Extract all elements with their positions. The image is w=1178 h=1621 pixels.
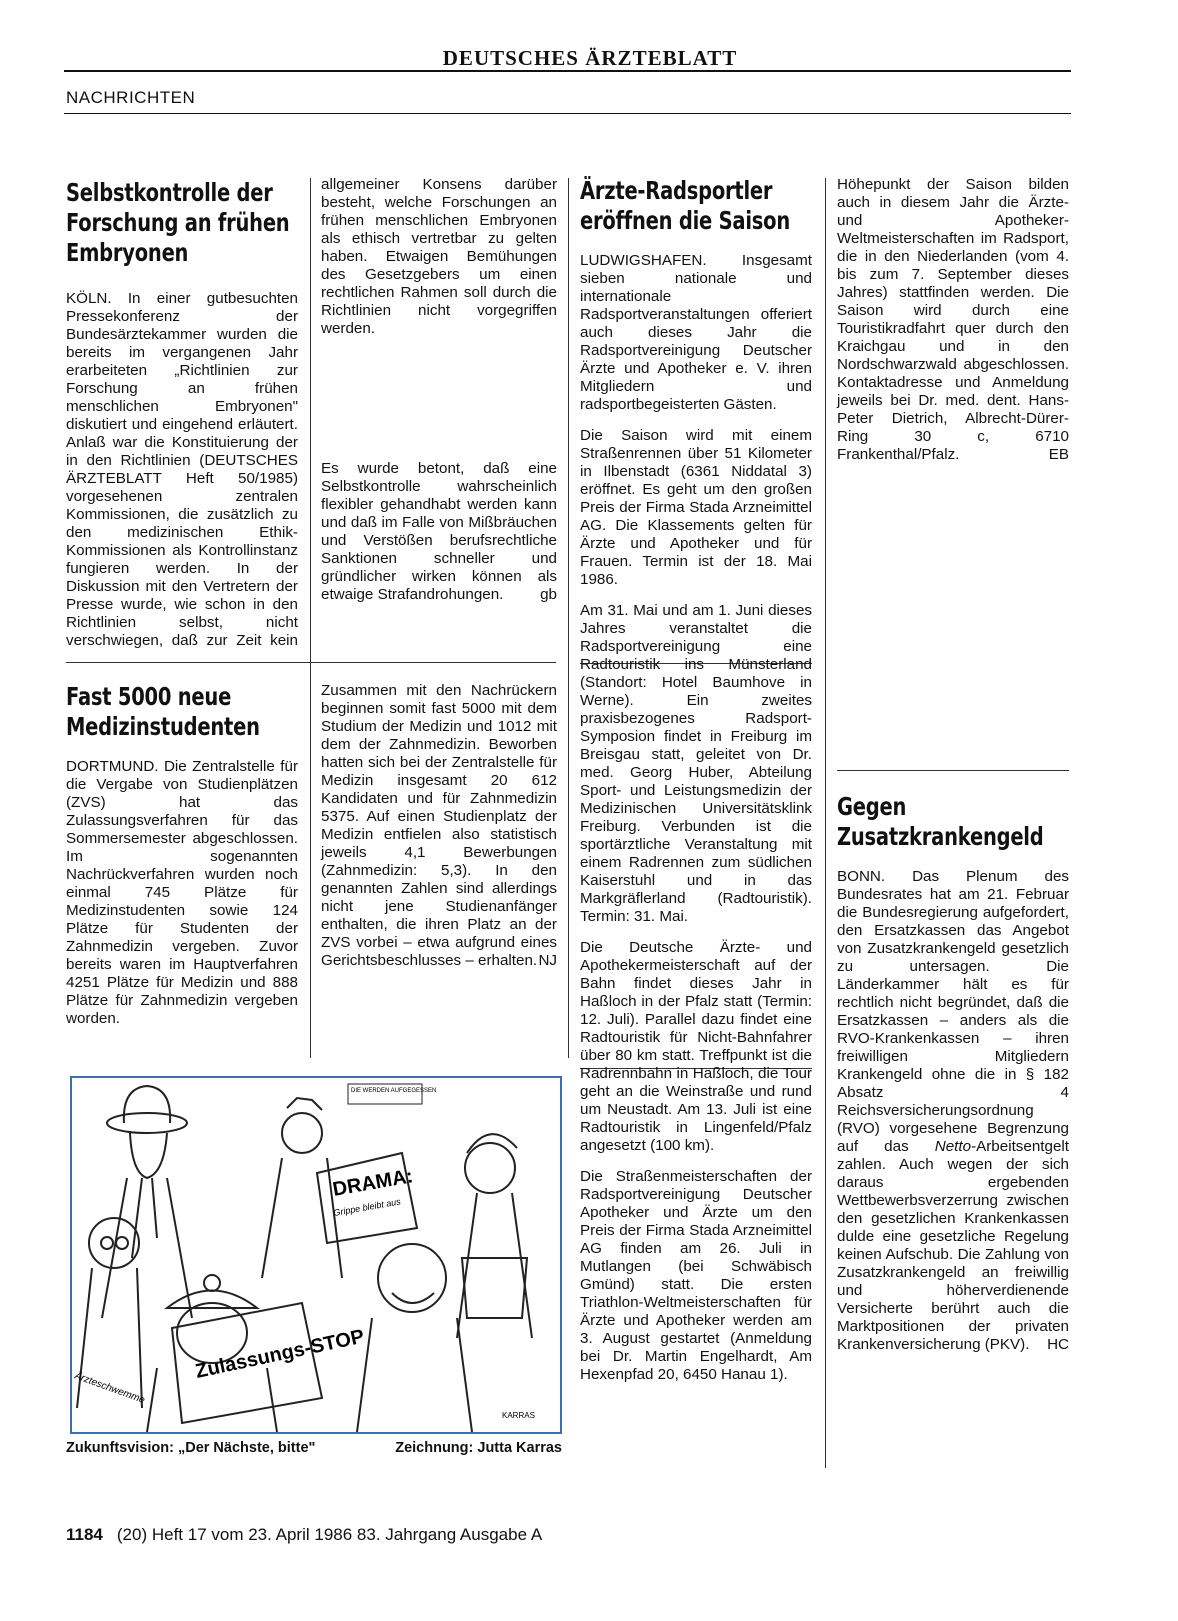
article-radsport-p6-text: Höhepunkt der Saison bilden auch in diesem Jahr die Ärzte- und Apotheker-Weltmeisterschaften im Radsport, die in den Niederlanden (vom 4. bis zum 7. September dieses Jahres) stattfinden werden. Die Saison wird durch eine Touristikradfahrt quer durch den Kraichgau und in den Nordschwarzwald abgeschlossen. Kontaktadresse und Anmeldung jeweils bei Dr. med. dent. Hans-Peter Dietrich, Albrecht-Dürer-Ring 30 c, 6710 Frankenthal/Pfalz.	[837, 176, 1069, 463]
article-radsport-p4: Die Deutsche Ärzte- und Apothekermeisterschaft auf der Bahn findet dieses Jahr in Haßloch in der Pfalz statt (Termin: 12. Juli). Parallel dazu findet eine Radtouristik für Nicht-Bahnfahrer über 80 km statt. Treffpunkt ist die Radrennbahn in Haßloch, die Tour geht an die Weinstraße und rund um Neustadt. Am 13. Juli ist eine Radtouristik in Lingenfeld/Pfalz angesetzt (100 km).	[580, 939, 812, 1154]
article-studenten-p1: DORTMUND. Die Zentralstelle für die Vergabe von Studienplätzen (ZVS) hat das Zulassungsverfahren für das Sommersemester abgeschlossen. Im sogenannten Nachrückverfahren wurden noch einmal 745 Plätze für Medizinstudenten sowie 124 Plätze für Studenten der Zahnmedizin vergeben. Zuvor bereits waren im Hauptverfahren 4251 Plätze für Medizin und 888 Plätze für Zahnmedizin vergeben worden.	[66, 758, 298, 1027]
signature-hc: HC	[1047, 1336, 1069, 1353]
article-studenten-col1	[66, 682, 298, 1041]
cartoon-caption	[66, 1440, 562, 1456]
article-radsport-p6	[837, 176, 1069, 464]
article-krankengeld	[837, 792, 1069, 1367]
cartoon-sign-text: Zulassungs-STOP	[193, 1325, 367, 1383]
masthead: DEUTSCHES ÄRZTEBLATT	[442, 46, 738, 70]
cartoon-artist-signature: KARRAS	[502, 1411, 535, 1420]
article-krankengeld-text-b: -Arbeitsentgelt zahlen. Auch wegen der sich daraus ergebenden Wettbewerbsverzerrung zwischen den gesetzlichen Krankenkassen dulde eine gesetzliche Regelung keinen Aufschub. Die Zahlung von Zusatzkrankengeld an freiwillig und höherverdienende Versicherte berührt auch die Marktpositionen der privaten Krankenversicherung (PKV).	[837, 1138, 1069, 1353]
article-krankengeld-emphasis: Netto	[934, 1138, 972, 1155]
section-rule	[64, 113, 1071, 114]
signature-nj: NJ	[538, 952, 557, 969]
article-krankengeld-text-a: BONN. Das Plenum des Bundesrates hat am 21. Februar die Bundesregierung aufgefordert, den Ersatzkassen das Angebot von Zusatzkrankengeld gesetzlich zu untersagen. Die Länderkammer hält es für rechtlich nicht begründet, daß die Ersatzkassen – anders als die RVO-Krankenkassen – ihren freiwilligen Mitgliedern Krankengeld ohne die in § 182 Absatz 4 Reichsversicherungsordnung (RVO) vorgesehene Begrenzung auf das	[837, 868, 1069, 1155]
caption-credit: Zeichnung: Jutta Karras	[395, 1440, 562, 1456]
cartoon-bubble-text: DIE WERDEN AUFGEGESSEN	[351, 1088, 437, 1094]
article-radsport-p2: Die Saison wird mit einem Straßenrennen über 51 Kilometer in Ilbenstadt (6361 Niddatal 3) eröffnet. Es geht um den großen Preis der Firma Stada Arzneimittel AG. Die Klassements gelten für Ärzte und Apotheker und für Frauen. Termin ist der 18. Mai 1986.	[580, 427, 812, 588]
article-radsport-col4	[837, 176, 1069, 477]
caption-title: Zukunftsvision: „Der Nächste, bitte"	[66, 1440, 316, 1456]
cartoon-newspaper-headline: DRAMA:	[331, 1165, 415, 1201]
signature-gb: gb	[540, 586, 557, 603]
column-rule	[310, 178, 311, 1058]
article-studenten-p2: Zusammen mit den Nachrückern beginnen somit fast 5000 mit dem Studium der Medizin und 1012 mit dem der Zahnmedizin. Beworben hatten sich bei der Zentralstelle für Medizin insgesamt 20 612 Kandidaten und für Zahnmedizin 5375. Auf einen Studienplatz der Medizin entfielen also statistisch jeweils 4,1 Bewerbungen (Zahnmedizin: 5,3). In den genannten Zahlen sind allerdings nicht jene Studienanfänger enthalten, die ihren Platz an der ZVS vorbei – etwa aufgrund eines Gerichtsbeschlusses – erhalten.	[321, 682, 557, 969]
article-forschung-flow	[66, 290, 298, 650]
column-rule	[568, 178, 569, 1058]
article-radsport-p3: Am 31. Mai und am 1. Juni dieses Jahres veranstaltet die Radsportvereinigung eine Radtouristik ins Münsterland (Standort: Hotel Baumhove in Werne). Ein zweites praxisbezogenes Radsport-Symposion findet in Freiburg im Breisgau statt, geleitet von Dr. med. Georg Huber, Abteilung Sport- und Leistungsmedizin der Medizinischen Universitätsklink Freiburg. Verbunden ist die sportärztliche Veranstaltung mit einem Radrennen zum südlichen Kaiserstuhl und in das Markgräflerland (Radtouristik). Termin: 31. Mai.	[580, 602, 812, 925]
article-rule	[66, 662, 556, 663]
article-radsport-p1: LUDWIGSHAFEN. Insgesamt sieben nationale und internationale Radsportveranstaltungen offeriert auch dieses Jahr die Radsportvereinigung Deutscher Ärzte und Apotheker e. V. ihren Mitgliedern und radsportbegeisterten Gästen.	[580, 252, 812, 413]
article-forschung-col1	[66, 178, 298, 284]
cartoon-drawing	[72, 1078, 560, 1432]
headline-forschung: Selbstkontrolle der Forschung an frühen Embryonen	[66, 178, 290, 267]
signature-eb: EB	[1048, 446, 1069, 463]
article-forschung-p2: Es wurde betont, daß eine Selbstkontrolle wahrscheinlich flexibler gehandhabt werden kann und daß im Falle von Mißbräuchen und Verstößen berufsrechtliche Sanktionen schneller und gründlicher wirken können als etwaige Strafandrohungen.	[321, 460, 557, 603]
page-footer	[66, 1525, 542, 1545]
headline-radsport: Ärzte-Radsportler eröffnen die Saison	[580, 176, 790, 235]
cartoon-illustration	[70, 1076, 562, 1434]
headline-studenten: Fast 5000 neue Medizinstudenten	[66, 682, 260, 741]
headline-krankengeld: Gegen Zusatzkrankengeld	[837, 792, 1044, 851]
cartoon-badge-text: Ärzteschwemme	[72, 1370, 147, 1407]
article-radsport-p5: Die Straßenmeisterschaften der Radsportvereinigung Deutscher Apotheker und Ärzte um den Preis der Firma Stada Arzneimittel AG finden am 26. Juli in Mutlangen (bei Schwäbisch Gmünd) statt. Die ersten Triathlon-Weltmeisterschaften für Ärzte und Apotheker werden am 3. August gestartet (Anmeldung bei Dr. Martin Engelhardt, Am Hexenpfad 20, 6450 Hanau 1).	[580, 1168, 812, 1383]
article-studenten-col2	[321, 682, 557, 983]
article-forschung-p1: KÖLN. In einer gutbesuchten Pressekonferenz der Bundesärztekammer wurden die bereits im vergangenen Jahr erarbeiteten „Richtlinien zur Forschung an frühen menschlichen Embryonen" diskutiert und eingehend erläutert. Anlaß war die Konstituierung der in den Richtlinien (DEUTSCHES ÄRZTEBLATT Heft 50/1985) vorgesehenen zentralen Kommissionen, die zusätzlich zu den medizinischen Ethik-Kommissionen als Kontrollinstanz fungieren werden. In der Diskussion mit den Vertretern der Presse wurde, wie schon in den Richtlinien selbst, nicht verschwiegen, daß zur Zeit kein	[66, 290, 298, 649]
cartoon-newspaper-sub: Grippe bleibt aus	[332, 1196, 402, 1218]
article-rule	[837, 770, 1069, 771]
section-label: NACHRICHTEN	[66, 88, 196, 107]
column-rule	[825, 178, 826, 1468]
article-krankengeld-p1	[837, 868, 1069, 1354]
page-number: 1184	[66, 1525, 103, 1544]
issue-info: (20) Heft 17 vom 23. April 1986 83. Jahrgang Ausgabe A	[116, 1525, 543, 1544]
masthead-rule	[64, 70, 1071, 72]
article-forschung-p1-cont: allgemeiner Konsens darüber besteht, welche Forschungen an frühen menschlichen Embryonen als ethisch vertretbar zu gelten haben. Etwaigen Bemühungen des Gesetzgebers um einen rechtlichen Rahmen soll durch die Richtlinien nicht vorgegriffen werden.	[321, 176, 557, 337]
article-forschung-end	[321, 460, 557, 617]
article-radsport-col3	[580, 176, 812, 1397]
